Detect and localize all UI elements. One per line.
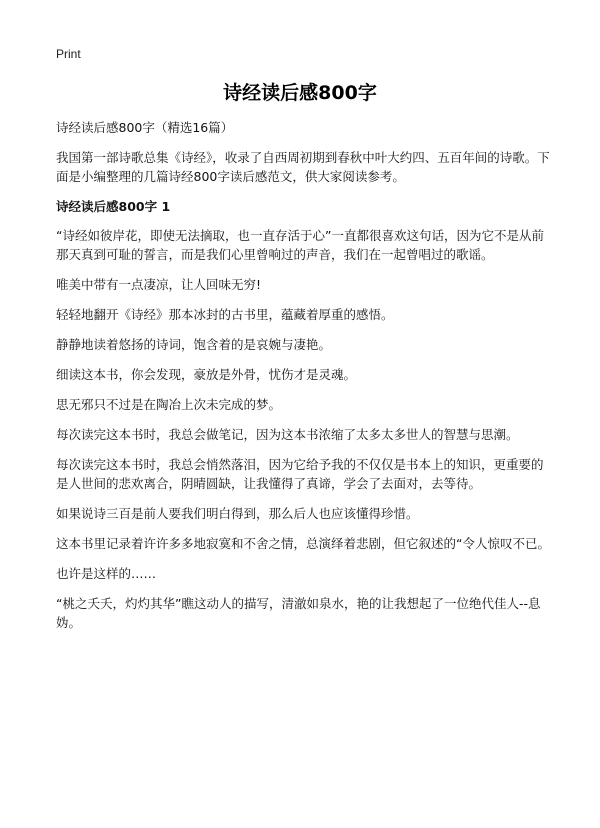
paragraph: 每次读完这本书时，我总会悄然落泪，因为它给予我的不仅仅是书本上的知识，更重要的是人世间的悲欢离合，阴晴圆缺，让我懂得了真谛，学会了去面对，去等待。 (56, 457, 544, 491)
paragraph: 每次读完这本书时，我总会做笔记，因为这本书浓缩了太多太多世人的智慧与思潮。 (56, 427, 519, 442)
paragraph: “桃之夭夭，灼灼其华”瞧这动人的描写，清澈如泉水，艳的让我想起了一位绝代佳人--息妫。 (56, 596, 541, 630)
paragraph: 细读这本书，你会发现，豪放是外骨，忧伤才是灵魂。 (56, 367, 357, 382)
paragraph: “诗经如彼岸花，即使无法摘取，也一直存活于心”一直都很喜欢这句话，因为它不是从前那天真到可耻的誓言，而是我们心里曾响过的声音，我们在一起曾唱过的歌谣。 (56, 228, 544, 262)
paragraph: 轻轻地翻开《诗经》那本冰封的古书里，蕴藏着厚重的感悟。 (56, 307, 394, 322)
intro-paragraph: 我国第一部诗歌总集《诗经》，收录了自西周初期到春秋中叶大约四、五百年间的诗歌。下面是小编整理的几篇诗经800字读后感范文，供大家阅读参考。 (56, 150, 550, 184)
paragraph: 思无邪只不过是在陶冶上次未完成的梦。 (56, 397, 282, 412)
paragraph: 也许是这样的…… (56, 566, 157, 581)
paragraph: 唯美中带有一点凄凉，让人回味无穷! (56, 277, 262, 292)
document-subtitle: 诗经读后感800字（精选16篇） (56, 120, 234, 135)
section-heading: 诗经读后感800字 1 (56, 199, 171, 214)
print-link[interactable]: Print (56, 47, 81, 61)
page-title: 诗经读后感800字 (223, 82, 377, 104)
document-body (56, 118, 550, 643)
paragraph: 这本书里记录着许许多多地寂寞和不舍之情，总演绎着悲剧，但它叙述的“令人惊叹不已。 (56, 536, 550, 551)
paragraph: 如果说诗三百是前人要我们明白得到，那么后人也应该懂得珍惜。 (56, 506, 419, 521)
paragraph: 静静地读着悠扬的诗词，饱含着的是哀婉与凄艳。 (56, 337, 332, 352)
